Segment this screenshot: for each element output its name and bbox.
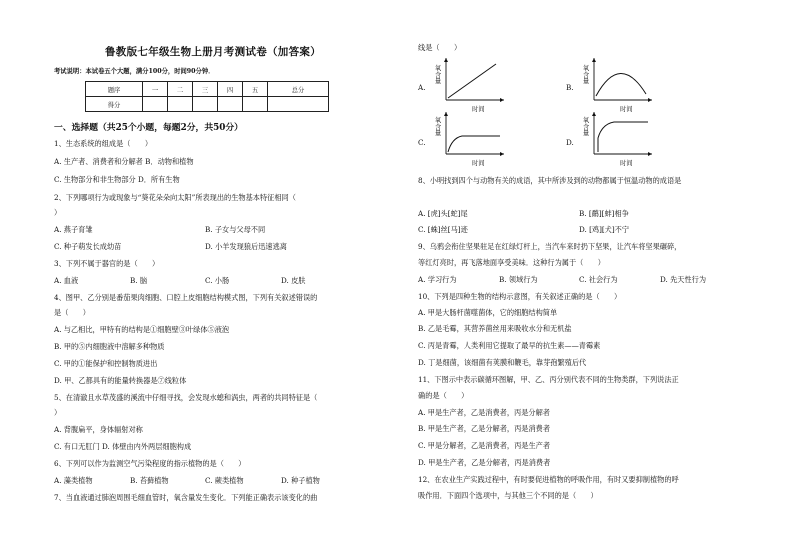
option-c: C. 社会行为 [579,275,618,284]
score-cell [168,97,193,112]
option-b: B. 子女与父母不同 [205,225,266,234]
question-text: 10、下列是四种生物的结构示意图，有关叙述正确的是（ ） [418,292,622,301]
question-text: 等红灯亮时，再飞落地面享受美味．这种行为属于（ ） [418,258,605,267]
option-line: C. 生物部分和非生物部分 D．所有生物 [54,175,180,184]
option-d: D. 先天性行为 [660,275,707,284]
graph-c [444,112,506,158]
ylabel-char: 氧 [434,117,442,124]
option-a: A. 与乙相比，甲特有的结构是①细胞壁③叶绿体⑤液泡 [54,325,230,334]
ylabel-char: 含 [582,123,590,131]
option-b: B. 苔藓植物 [130,476,169,485]
score-header-cell: 四 [218,82,243,97]
score-header-cell: 二 [168,82,193,97]
question-text: 11、下图示中表示碳循环图解，甲、乙、丙分别代表不同的生物类群，下列说法正 [418,375,679,384]
option-b: B. 甲是生产者，乙是分解者，丙是消费者 [418,424,551,433]
arrow-icon [592,58,596,62]
score-cell [143,97,168,112]
graph-d [592,112,654,158]
option-d: D. 皮肤 [281,276,306,285]
section-heading: 一、选择题（共25个小题，每题2分，共50分） [54,123,243,133]
question-text: 吸作用．下面四个选项中，与其他三个不同的是（ ） [418,491,598,500]
score-header-cell: 一 [143,82,168,97]
score-header-cell: 总分 [268,82,329,97]
option-line: C. 有口无肛门 D. 体壁由内外两层细胞构成 [54,442,192,451]
option-c: C. 丙是青霉，人类利用它提取了最早的抗生素——青霉素 [418,341,601,350]
graph-c-xlabel: 时间 [472,160,485,167]
option-a: A. [虎]头[蛇]尾 [418,209,468,218]
question-text: 12、在农业生产实践过程中，有时要促进植物的呼吸作用，有时又要抑制植物的呼 [418,475,679,484]
option-a: A. 学习行为 [418,275,457,284]
ylabel-char: 量 [582,130,590,138]
arrow-icon [648,98,652,102]
graph-c-ylabel [434,118,442,138]
graph-a-ylabel [434,66,442,86]
question-text: 4、图甲、乙分别是番茄果肉细胞、口腔上皮细胞结构模式图，下列有关叙述错误的 [54,293,318,302]
score-header-cell: 三 [193,82,218,97]
graph-d-xlabel: 时间 [620,160,633,167]
option-c: C. [蛛]丝[马]迹 [418,225,468,234]
option-a: A. 燕子育雏 [54,225,93,234]
graph-b [592,58,654,104]
option-a: A. 血液 [54,276,79,285]
score-cell [218,97,243,112]
ylabel-char: 量 [582,78,590,86]
graph-a-xlabel: 时间 [472,106,485,113]
ylabel-char: 氧 [434,65,442,72]
option-b: B. 领域行为 [499,275,538,284]
graph-b-ylabel [582,66,590,86]
arrow-icon [648,152,652,156]
graph-a-label: A. [418,83,426,92]
option-c: C. 蕨类植物 [205,476,244,485]
score-table [85,81,329,112]
arrow-icon [592,112,596,116]
option-c: C. 种子萌发长成幼苗 [54,242,122,251]
question-text: 5、在清澈且水草茂盛的溪流中仔细寻找，会发现水螅和涡虫，两者的共同特征是（ [54,393,318,402]
arrow-icon [444,58,448,62]
option-c: C. 小肠 [205,276,230,285]
question-text: 7、当血液通过肺泡周围毛细血管时，氧含量发生变化．下列能正确表示该变化的曲 [54,493,318,502]
question-text: 1、生态系统的组成是（ ） [54,139,153,148]
option-b: B. [鹬][蚌]相争 [579,209,629,218]
score-table-header-row [86,82,329,97]
arrow-icon [444,112,448,116]
arrow-icon [500,152,504,156]
option-d: D. 种子植物 [281,476,320,485]
option-c: C. 甲是分解者，乙是消费者，丙是生产者 [418,441,551,450]
graph-a-curve [448,64,496,98]
option-line: A. 生产者、消费者和分解者 B．动物和植物 [54,157,194,166]
question-text: ） [54,408,62,417]
option-b: B. 甲的⑤内细胞液中溶解多种物质 [54,342,165,351]
option-c: C. 甲的①能保护和控制物质进出 [54,359,158,368]
option-d: D. 丁是细菌，该细菌有荚膜和鞭毛，靠芽孢繁殖后代 [418,358,587,367]
graph-d-curve [598,122,648,152]
option-d: D. 甲、乙都具有的能量转换器是⑦线粒体 [54,376,187,385]
option-b: B. 脑 [130,276,148,285]
score-cell [268,97,329,112]
option-line: A. 背腹扁平，身体辐射对称 [54,425,143,434]
option-d: D. 甲是生产者，乙是分解者，丙是消费者 [418,458,551,467]
graph-b-curve [596,73,646,96]
question-text: 是（ ） [54,308,90,317]
score-cell [243,97,268,112]
arrow-icon [500,98,504,102]
ylabel-char: 氧 [582,65,590,72]
question-text: 线是（ ） [418,43,462,52]
ylabel-char: 量 [434,78,442,86]
question-text: ） [54,208,62,217]
option-a: A. 藻类植物 [54,476,93,485]
score-cell [193,97,218,112]
option-b: B. 乙是毛霉，其营养菌丝用来吸收水分和无机盐 [418,324,572,333]
score-row-label: 得分 [86,97,143,112]
ylabel-char: 含 [434,123,442,131]
option-d: D. [鸡][犬]不宁 [579,225,630,234]
graph-a [444,58,506,104]
ylabel-char: 含 [434,71,442,79]
question-text: 8、小明找到四个与动物有关的成语，其中所涉及到的动物都属于恒温动物的成语是 [418,176,682,185]
ylabel-char: 量 [434,130,442,138]
question-text: 9、乌鸦会衔住坚果驻足在红绿灯杆上，当汽车来时扔下坚果，让汽车将坚果碾碎， [418,242,682,251]
ylabel-char: 含 [582,71,590,79]
option-a: A. 甲是大肠杆菌噬菌体，它的细胞结构简单 [418,308,558,317]
exam-note: 考试说明：本试卷五个大题，满分100分，时间90分钟． [54,68,215,75]
graph-c-label: C. [418,138,426,147]
question-text: 2、下列哪项行为或现象与“葵花朵朵向太阳”所表现出的生物基本特征相同（ [54,193,296,202]
graph-c-curve [448,136,500,152]
graph-b-label: B. [566,83,574,92]
graph-d-ylabel [582,118,590,138]
graph-d-label: D. [566,138,574,147]
graph-b-xlabel: 时间 [620,106,633,113]
page-title: 鲁教版七年级生物上册月考测试卷（加答案） [105,46,321,58]
option-d: D. 小羊发现狼后迅速逃离 [205,242,287,251]
question-text: 6、下列可以作为监测空气污染程度的指示植物的是（ ） [54,459,246,468]
ylabel-char: 氧 [582,117,590,124]
score-table-score-row [86,97,329,112]
option-a: A. 甲是生产者，乙是消费者，丙是分解者 [418,408,550,417]
score-header-cell: 五 [243,82,268,97]
score-header-cell: 题序 [86,82,143,97]
question-text: 确的是（ ） [418,391,469,400]
question-text: 3、下列不属于器官的是（ ） [54,259,160,268]
